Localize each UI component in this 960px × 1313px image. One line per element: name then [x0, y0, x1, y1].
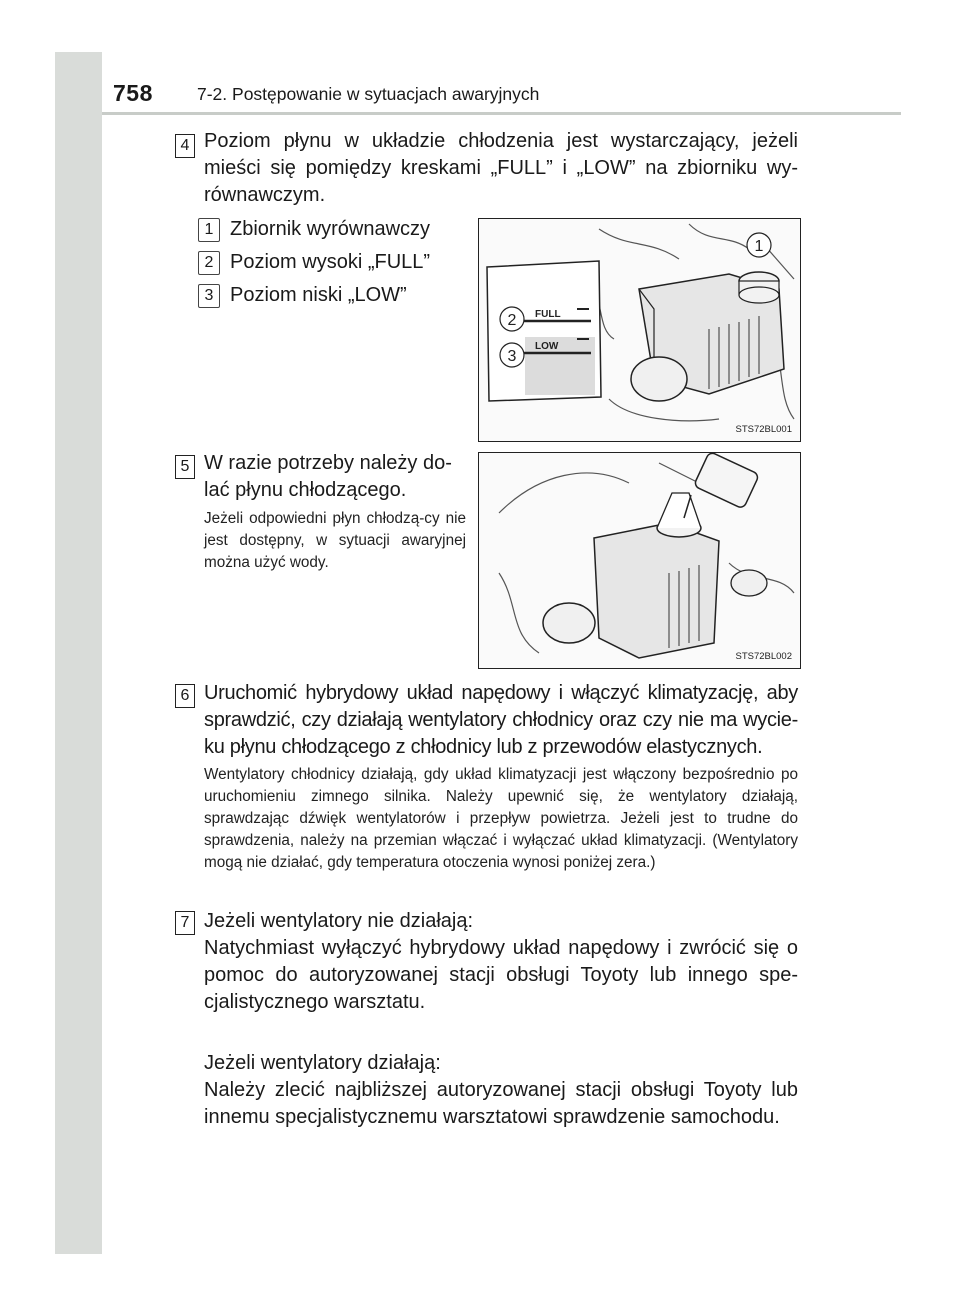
step-7-paragraph: Należy zlecić najbliższej autoryzowanej stacji obsługi Toyoty lub innemu specjalistycznemu warsztatowi sprawdzenie samochodu.	[204, 1079, 798, 1128]
figure-code: STS72BL001	[735, 424, 792, 435]
callout-3	[500, 343, 524, 367]
refill-illustration	[479, 453, 800, 668]
step-5-line: W razie potrzeby należy do-	[204, 452, 452, 474]
step-7-line: Jeżeli wentylatory działają:	[204, 1052, 441, 1074]
section-title: 7-2. Postępowanie w sytuacjach awaryjnych	[197, 84, 540, 104]
reservoir-illustration	[479, 219, 800, 441]
header-rule	[102, 112, 901, 115]
step-6-text: Uruchomić hybrydowy układ napędowy i włączyć klimatyzację, aby sprawdzić, czy działają wentylatory chłodnicy oraz czy nie ma wycie-ku płynu chłodzącego z chłodnicy lub z przewodów elastycznych.	[204, 682, 798, 758]
svg-text:1: 1	[754, 238, 764, 255]
callout-1	[747, 233, 771, 257]
figure-reservoir-levels	[478, 218, 801, 442]
legend-item-2	[198, 249, 430, 275]
step-5-note: Jeżeli odpowiedni płyn chłodzą-cy nie jest dostępny, w sytuacji awaryjnej można użyć wody.	[204, 510, 466, 571]
step-6-note: Wentylatory chłodnicy działają, gdy układ klimatyzacji jest włączony bezpośrednio po uruchomieniu zimnego silnika. Należy upewnić się, że wentylatory działają, sprawdzając dźwięk wentylatorów i przepływ powietrza. Jeżeli jest to trudne do sprawdzenia, należy na przemian włączać i wyłączać układ klimatyzacji. (Wentylatory mogą nie działać, gdy temperatura otoczenia wynosi poniżej zera.)	[204, 766, 798, 871]
callout-2	[500, 307, 524, 331]
step-7-text-2	[204, 1050, 798, 1131]
step-number-7: 7	[175, 911, 195, 935]
full-mark-label: FULL	[535, 309, 561, 320]
step-number-4: 4	[175, 134, 195, 158]
step-5-text	[204, 450, 469, 504]
legend-label: Poziom wysoki „FULL”	[230, 251, 431, 273]
step-5-line: lać płynu chłodzącego.	[204, 479, 407, 501]
step-number-5: 5	[175, 455, 195, 479]
figure-refill-coolant	[478, 452, 801, 669]
low-mark-label: LOW	[535, 341, 559, 352]
step-7-paragraph: Natychmiast wyłączyć hybrydowy układ napędowy i zwrócić się o pomoc do autoryzowanej stacji obsługi Toyoty lub innego spe-cjalistycznego warsztatu.	[204, 937, 798, 1013]
svg-text:3: 3	[507, 348, 517, 365]
figure-code: STS72BL002	[735, 651, 792, 662]
legend-number: 3	[198, 284, 220, 308]
step-7-line: Jeżeli wentylatory nie działają:	[204, 910, 474, 932]
legend-number: 2	[198, 251, 220, 275]
legend-item-1	[198, 216, 430, 242]
page-number: 758	[113, 80, 153, 106]
step-4-text: Poziom płynu w układzie chłodzenia jest wystarczający, jeżeli mieści się pomiędzy kreskami „FULL” i „LOW” na zbiorniku wy-równawczym.	[204, 130, 798, 206]
svg-text:2: 2	[507, 312, 517, 329]
legend-item-3	[198, 282, 407, 308]
step-number-6: 6	[175, 684, 195, 708]
sidebar-tab	[55, 52, 102, 1254]
legend-number: 1	[198, 218, 220, 242]
legend-label: Zbiornik wyrównawczy	[230, 218, 431, 240]
legend-label: Poziom niski „LOW”	[230, 284, 407, 306]
step-7-text	[204, 908, 798, 1016]
